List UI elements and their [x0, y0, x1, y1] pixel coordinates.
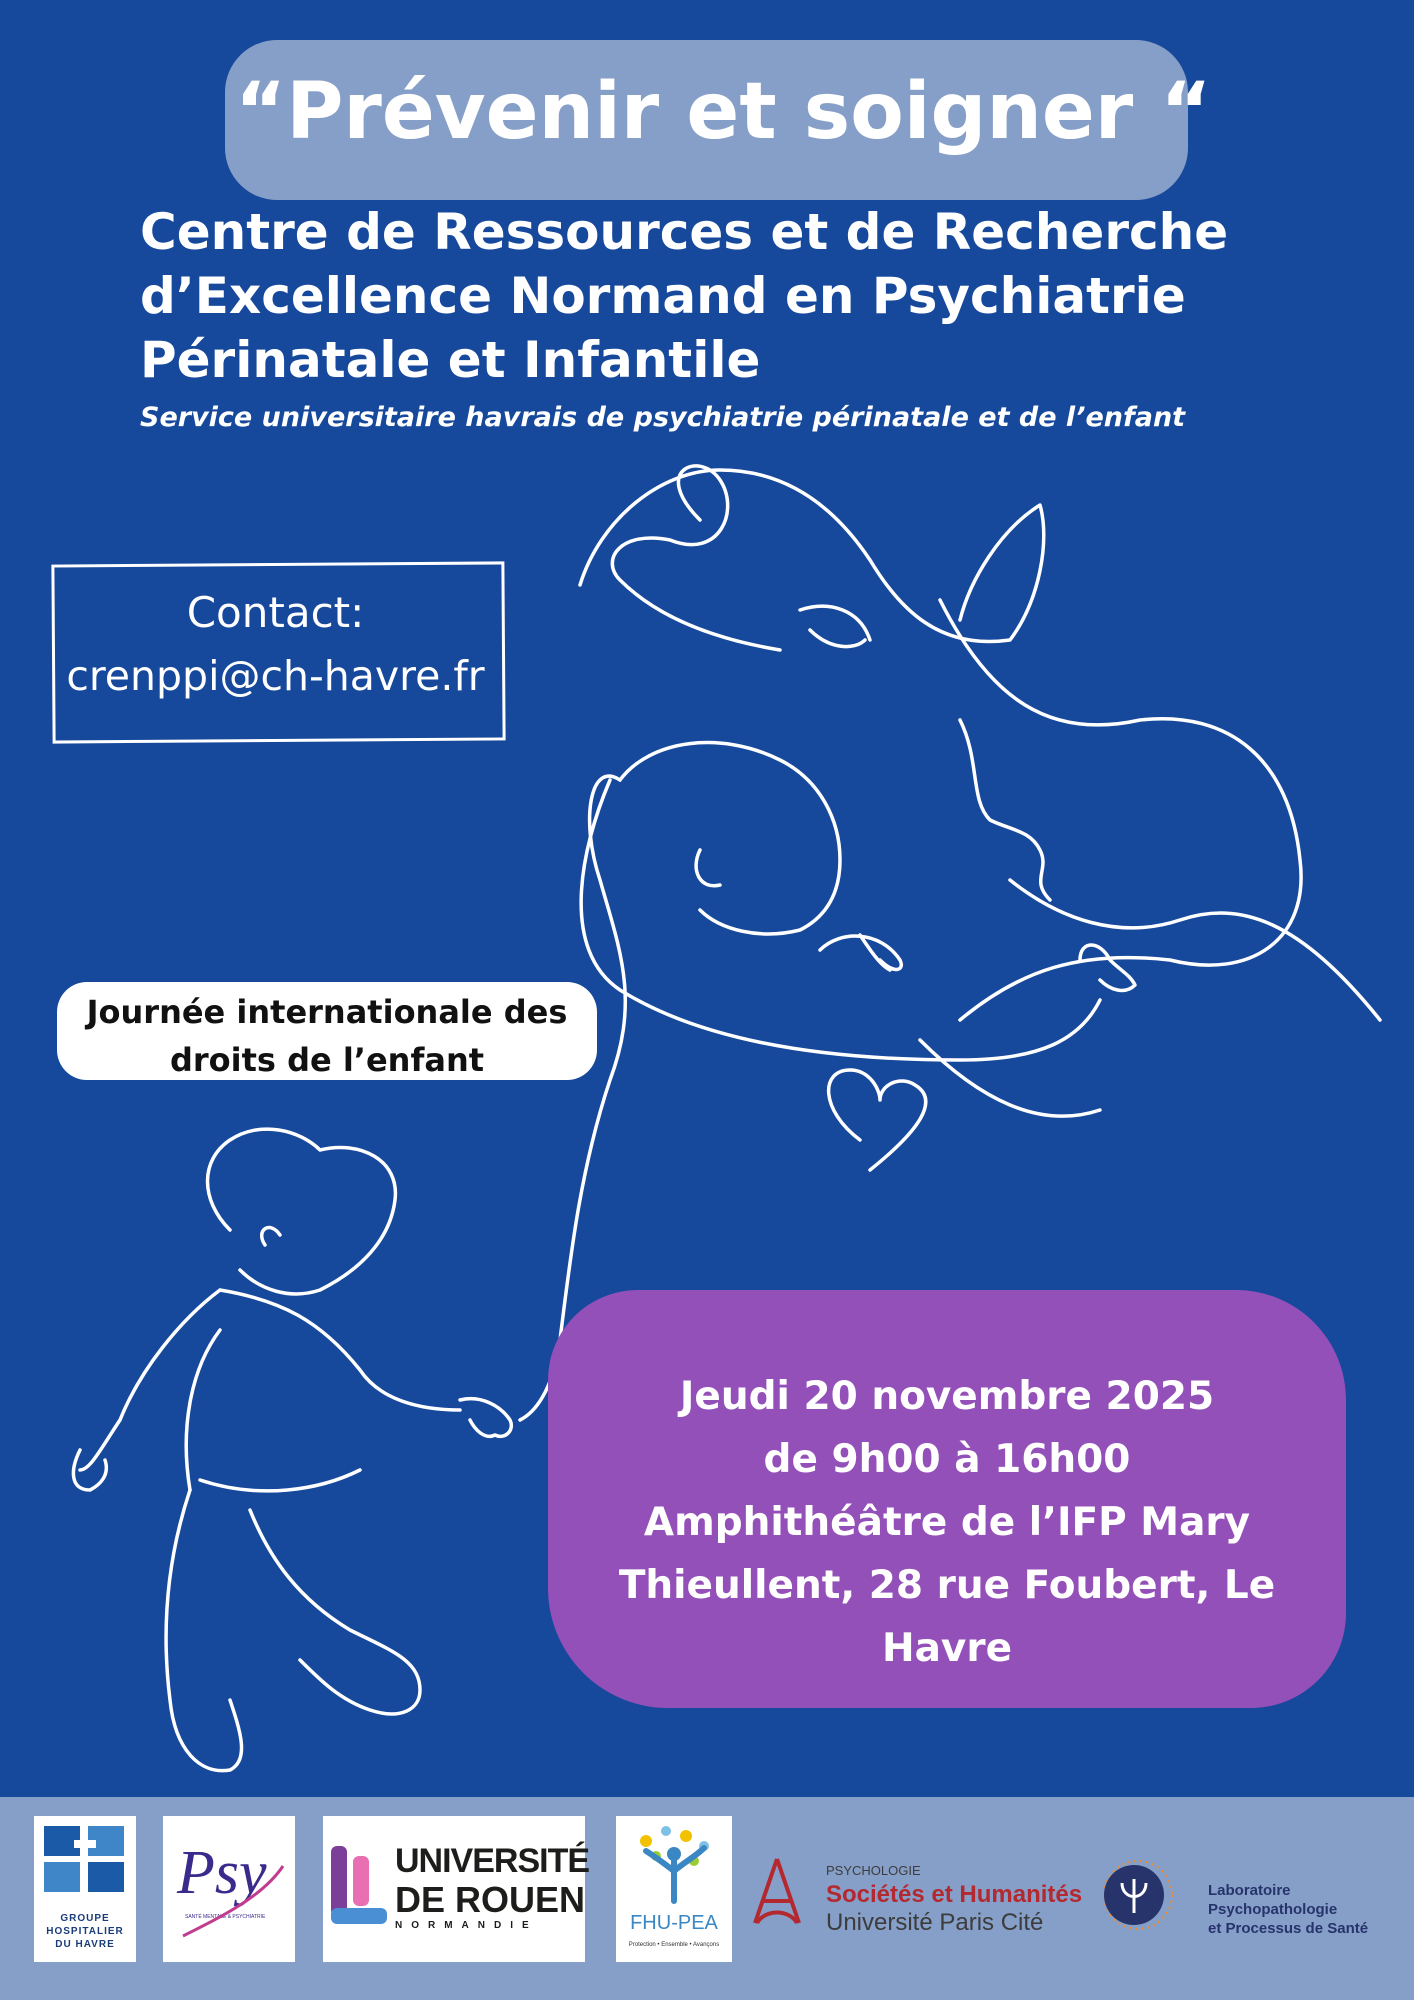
- fhu-tagline: Protection • Ensemble • Avançons: [628, 1942, 720, 1948]
- event-time: de 9h00 à 16h00: [763, 1437, 1131, 1482]
- logo-universite-rouen: [323, 1816, 590, 1962]
- baby-head: [620, 743, 840, 934]
- child-legs: [166, 1490, 420, 1771]
- rouen-line-3: NORMANDIE: [395, 1920, 538, 1931]
- baby-ear: [696, 850, 720, 886]
- mother-shoulder: [1010, 880, 1380, 1020]
- mother-face: [960, 720, 1050, 900]
- child-head: [208, 1129, 396, 1294]
- baby-hand-right: [1080, 945, 1135, 990]
- center-title: [140, 200, 1290, 392]
- center-title-line-2: d’Excellence Normand en Psychiatrie: [140, 267, 1186, 325]
- contact-label: Contact:: [186, 588, 365, 637]
- mother-back-curve: [940, 600, 1301, 1020]
- fhu-name: FHU-PEA: [630, 1912, 718, 1934]
- contact-email-link[interactable]: crenppi@ch-havre.fr: [66, 652, 485, 700]
- service-subtitle: Service universitaire havrais de psychiatrie périnatale et de l’enfant: [140, 402, 1186, 433]
- lab-line-3: et Processus de Santé: [1208, 1920, 1369, 1937]
- event-venue-line-2: Thieullent, 28 rue Foubert, Le: [618, 1563, 1276, 1608]
- paris-kicker: PSYCHOLOGIE: [826, 1863, 921, 1878]
- event-badge-text: [57, 988, 597, 1084]
- lab-line-1: Laboratoire: [1208, 1882, 1291, 1899]
- center-title-line-3: Périnatale et Infantile: [140, 331, 761, 389]
- center-title-line-1: Centre de Ressources et de Recherche: [140, 203, 1229, 261]
- logo-psy: [163, 1816, 295, 1962]
- rouen-u-icon: [331, 1846, 391, 1936]
- lab-line-2: Psychopathologie: [1208, 1901, 1338, 1918]
- partner-logos-footer: [0, 1797, 1414, 2000]
- child-body: [80, 1290, 460, 1491]
- rouen-line-2: DE ROUEN: [395, 1879, 586, 1920]
- psi-icon: [1096, 1855, 1186, 1935]
- mother-arm: [581, 780, 1100, 1060]
- eiffel-tower-icon: [745, 1857, 809, 1927]
- event-venue-line-1: Amphithéâtre de l’IFP Mary: [643, 1500, 1251, 1545]
- paris-name: Sociétés et Humanités: [826, 1881, 1083, 1908]
- logo-groupe-hospitalier: [34, 1816, 136, 1962]
- child-grip-hand: [460, 1399, 511, 1437]
- event-badge-line-2: droits de l’enfant: [169, 1041, 485, 1079]
- event-venue-line-3: Havre: [881, 1626, 1013, 1671]
- rouen-line-1: UNIVERSITÉ: [395, 1842, 590, 1880]
- mother-hair-outline: [580, 470, 1044, 642]
- ghh-line-3: DU HAVRE: [55, 1939, 115, 1950]
- ghh-line-2: HOSPITALIER: [46, 1926, 124, 1937]
- psy-sub: SANTÉ MENTALE & PSYCHIATRIE: [185, 1914, 266, 1920]
- heart: [829, 1070, 926, 1170]
- logo-fhu-pea: [616, 1816, 732, 1962]
- mother-eye: [800, 606, 870, 646]
- paris-univ: Université Paris Cité: [826, 1909, 1044, 1936]
- slogan-text: “Prévenir et soigner “: [235, 67, 1212, 157]
- baby-hand-left: [820, 935, 901, 970]
- child-torso: [186, 1330, 220, 1490]
- child-ear: [262, 1228, 280, 1245]
- event-info-text: [548, 1365, 1346, 1680]
- psy-mark: Psy: [177, 1839, 267, 1907]
- event-badge-line-1: Journée internationale des: [86, 993, 568, 1031]
- ghh-line-1: GROUPE: [60, 1913, 110, 1924]
- mother-hair-line: [612, 466, 780, 650]
- event-date: Jeudi 20 novembre 2025: [679, 1374, 1215, 1419]
- tree-icon: [616, 1816, 732, 1916]
- psy-swoosh-icon: [163, 1816, 295, 1962]
